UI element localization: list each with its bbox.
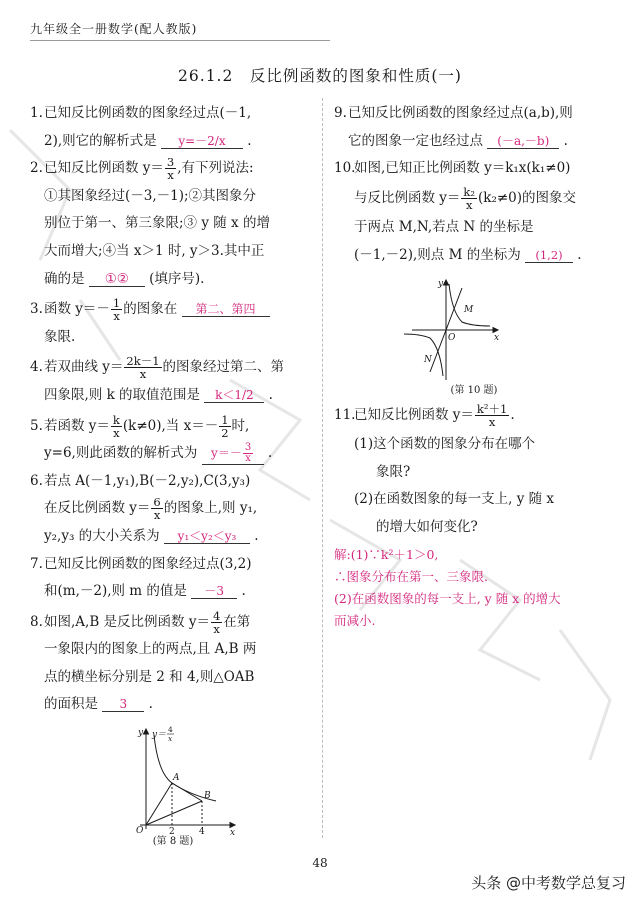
q3-line2: 象限. [44, 328, 76, 345]
fig8-point-a: A [173, 773, 180, 784]
column-divider [322, 98, 323, 838]
fraction: $\frac{2k-1}{x}$ [126, 354, 160, 382]
fig10-y-label: y [438, 278, 444, 289]
question-number: 4. [30, 359, 43, 376]
q3-line1: 函数 y＝－ $\frac{1}{x}$ 的图象在 第二、第四 [44, 296, 316, 324]
fraction: $\frac{1}{2}$ [221, 412, 229, 440]
q10-answer: (1,2) [525, 248, 573, 263]
q9-line1: 已知反比例函数的图象经过点(a,b),则 [348, 105, 573, 121]
q5-line1: 若函数 y＝ $\frac{k}{x}$ (k≠0),当 x＝－ $\frac{1}{2}$ 时, [44, 412, 250, 440]
q4-line2: 四象限,则 k 的取值范围是 k＜1/2 . [44, 386, 273, 403]
q10-line4: (－1,－2),则点 M 的坐标为 (1,2) . [354, 246, 582, 263]
solution-line-2: ∴图象分布在第一、三象限. [334, 568, 488, 584]
q5-line2: y=6,则此函数的解析式为 y＝－ $\frac{3}{x}$ . [44, 442, 273, 465]
q3-answer: 第二、第四 [182, 302, 270, 317]
question-number: 6. [30, 472, 43, 489]
question-1 [30, 100, 316, 155]
question-6 [30, 468, 316, 551]
q11-part1-line2: 象限? [376, 463, 411, 480]
left-column [30, 100, 316, 849]
right-column [334, 100, 614, 632]
fraction: $\frac{4}{x}$ [212, 608, 221, 636]
q6-line2: 在反比例函数 y＝ $\frac{6}{x}$ 的图象上,则 y₁, [44, 495, 258, 523]
fraction: $\frac{3}{x}$ [166, 155, 175, 183]
fraction: $\frac{1}{x}$ [112, 296, 121, 324]
q2-line5: 确的是 ①② (填序号). [44, 270, 205, 287]
fig8-y-label: y [138, 728, 144, 739]
header-rule [30, 40, 330, 41]
figure-8-caption: (第 8 题) [152, 836, 194, 848]
fraction: $\frac{6}{x}$ [153, 495, 161, 523]
q2-line3: 别位于第一、第三象限;③ y 随 x 的增 [44, 215, 270, 232]
q2-answer: ①② [89, 272, 145, 287]
q11-part1-line1: (1)这个函数的图象分布在哪个 [354, 436, 536, 453]
question-number: 9. [334, 105, 347, 121]
solution-line-4: 而减小. [334, 612, 376, 628]
q6-line1: 若点 A(－1,y₁),B(－2,y₂),C(3,y₃) [44, 472, 251, 489]
fig8-tick-4: 4 [199, 827, 205, 836]
q9-answer: (－a,－b) [487, 134, 559, 149]
q2-line2: ①其图象经过(－3,－1);②其图象分 [44, 187, 257, 204]
question-3 [30, 296, 316, 351]
q8-line1: 如图,A,B 是反比例函数 y＝ $\frac{4}{x}$ 在第 [44, 608, 251, 636]
q7-answer: －3 [191, 584, 237, 599]
section-title: 26.1.2 反比例函数的图象和性质(一) [178, 67, 462, 85]
question-number: 10. [334, 160, 356, 177]
q6-line3: y₂,y₃ 的大小关系为 y₁＜y₂＜y₃ . [44, 527, 259, 544]
q11-part2-line2: 的增大如何变化? [376, 518, 478, 535]
source-watermark: 头条 @中考数学总复习 [471, 874, 626, 892]
fraction: $\frac{\text{k₂}}{x}$ [463, 184, 476, 212]
figure-10-graph [334, 276, 614, 384]
q10-line2: 与反比例函数 y＝ $\frac{\text{k₂}}{x}$ (k₂≠0)的图象交 [354, 184, 577, 212]
fig8-x-label: x [230, 828, 236, 836]
solution-line-1: 解:(1)∵k²＋1＞0, [334, 546, 439, 562]
question-5 [30, 413, 316, 468]
q8-line2: 一象限内的图象上的两点,且 A,B 两 [44, 641, 257, 658]
q10-line3: 于两点 M,N,若点 N 的坐标是 [354, 219, 534, 236]
question-8 [30, 609, 316, 719]
question-2 [30, 155, 316, 293]
q1-answer: y=－2/x [161, 134, 243, 149]
question-number: 5. [30, 417, 43, 434]
svg-text:4: 4 [168, 725, 173, 735]
q1-line2: 2),则它的解析式是 y=－2/x . [44, 132, 252, 149]
fig10-point-m: M [464, 304, 474, 315]
q8-line4: 的面积是 3 . [44, 696, 153, 713]
page-number: 48 [312, 856, 328, 870]
q2-line1: 已知反比例函数 y＝ $\frac{3}{x}$ ,有下列说法: [44, 155, 254, 183]
page-header: 九年级全一册数学(配人教版) [30, 22, 198, 36]
question-4 [30, 354, 316, 409]
fig8-tick-2: 2 [169, 827, 175, 836]
q7-line1: 已知反比例函数的图象经过点(3,2) [44, 555, 252, 572]
question-number: 1. [30, 105, 43, 121]
fraction: $\frac{\text{k²＋1}}{x}$ [476, 401, 508, 429]
q2-line4: 大而增大;④当 x＞1 时, y＞3.其中正 [44, 242, 265, 259]
q8-answer: 3 [102, 697, 144, 712]
q11-solution [334, 544, 614, 632]
q4-line1: 若双曲线 y＝ $\frac{2k-1}{x}$ 的图象经过第二、第 [44, 354, 285, 382]
question-7 [30, 551, 316, 606]
q5-answer: y＝－ $\frac{3}{x}$ [202, 443, 264, 465]
svg-text:x: x [168, 734, 173, 744]
fig8-point-b: B [204, 791, 211, 802]
q11-part2-line1: (2)在函数图象的每一支上, y 随 x [354, 491, 555, 508]
question-10 [334, 155, 614, 269]
solution-line-3: (2)在函数图象的每一支上, y 随 x 的增大 [334, 590, 561, 606]
question-number: 11. [334, 406, 356, 423]
q7-line2: 和(m,－2),则 m 的值是 －3 . [44, 583, 246, 600]
figure-8-graph [30, 725, 316, 835]
figure-10-caption: (第 10 题) [450, 384, 498, 396]
question-number: 3. [30, 301, 43, 318]
q11-line1: 已知反比例函数 y＝ $\frac{\text{k²＋1}}{x}$ . [354, 401, 515, 429]
fig10-x-label: x [494, 332, 500, 343]
q10-line1: 如图,已知正比例函数 y＝k₁x(k₁≠0) [354, 160, 571, 177]
q9-line2: 它的图象一定也经过点 (－a,－b) . [348, 132, 568, 149]
question-number: 2. [30, 160, 43, 177]
question-number: 7. [30, 555, 43, 572]
question-number: 8. [30, 613, 43, 630]
fig10-point-n: N [424, 354, 432, 365]
fig10-origin-label: O [448, 332, 456, 343]
question-11 [334, 402, 614, 542]
q6-answer: y₁＜y₂＜y₃ [164, 529, 250, 544]
q8-line3: 点的横坐标分别是 2 和 4,则△OAB [44, 668, 255, 685]
q4-answer: k＜1/2 [204, 388, 264, 403]
fraction: $\frac{k}{x}$ [112, 412, 120, 440]
fig8-origin-label: O [136, 826, 144, 836]
question-9 [334, 100, 614, 155]
fig8-equation: y＝ [152, 730, 167, 741]
q1-line1: 已知反比例函数的图象经过点(－1, [44, 105, 252, 121]
